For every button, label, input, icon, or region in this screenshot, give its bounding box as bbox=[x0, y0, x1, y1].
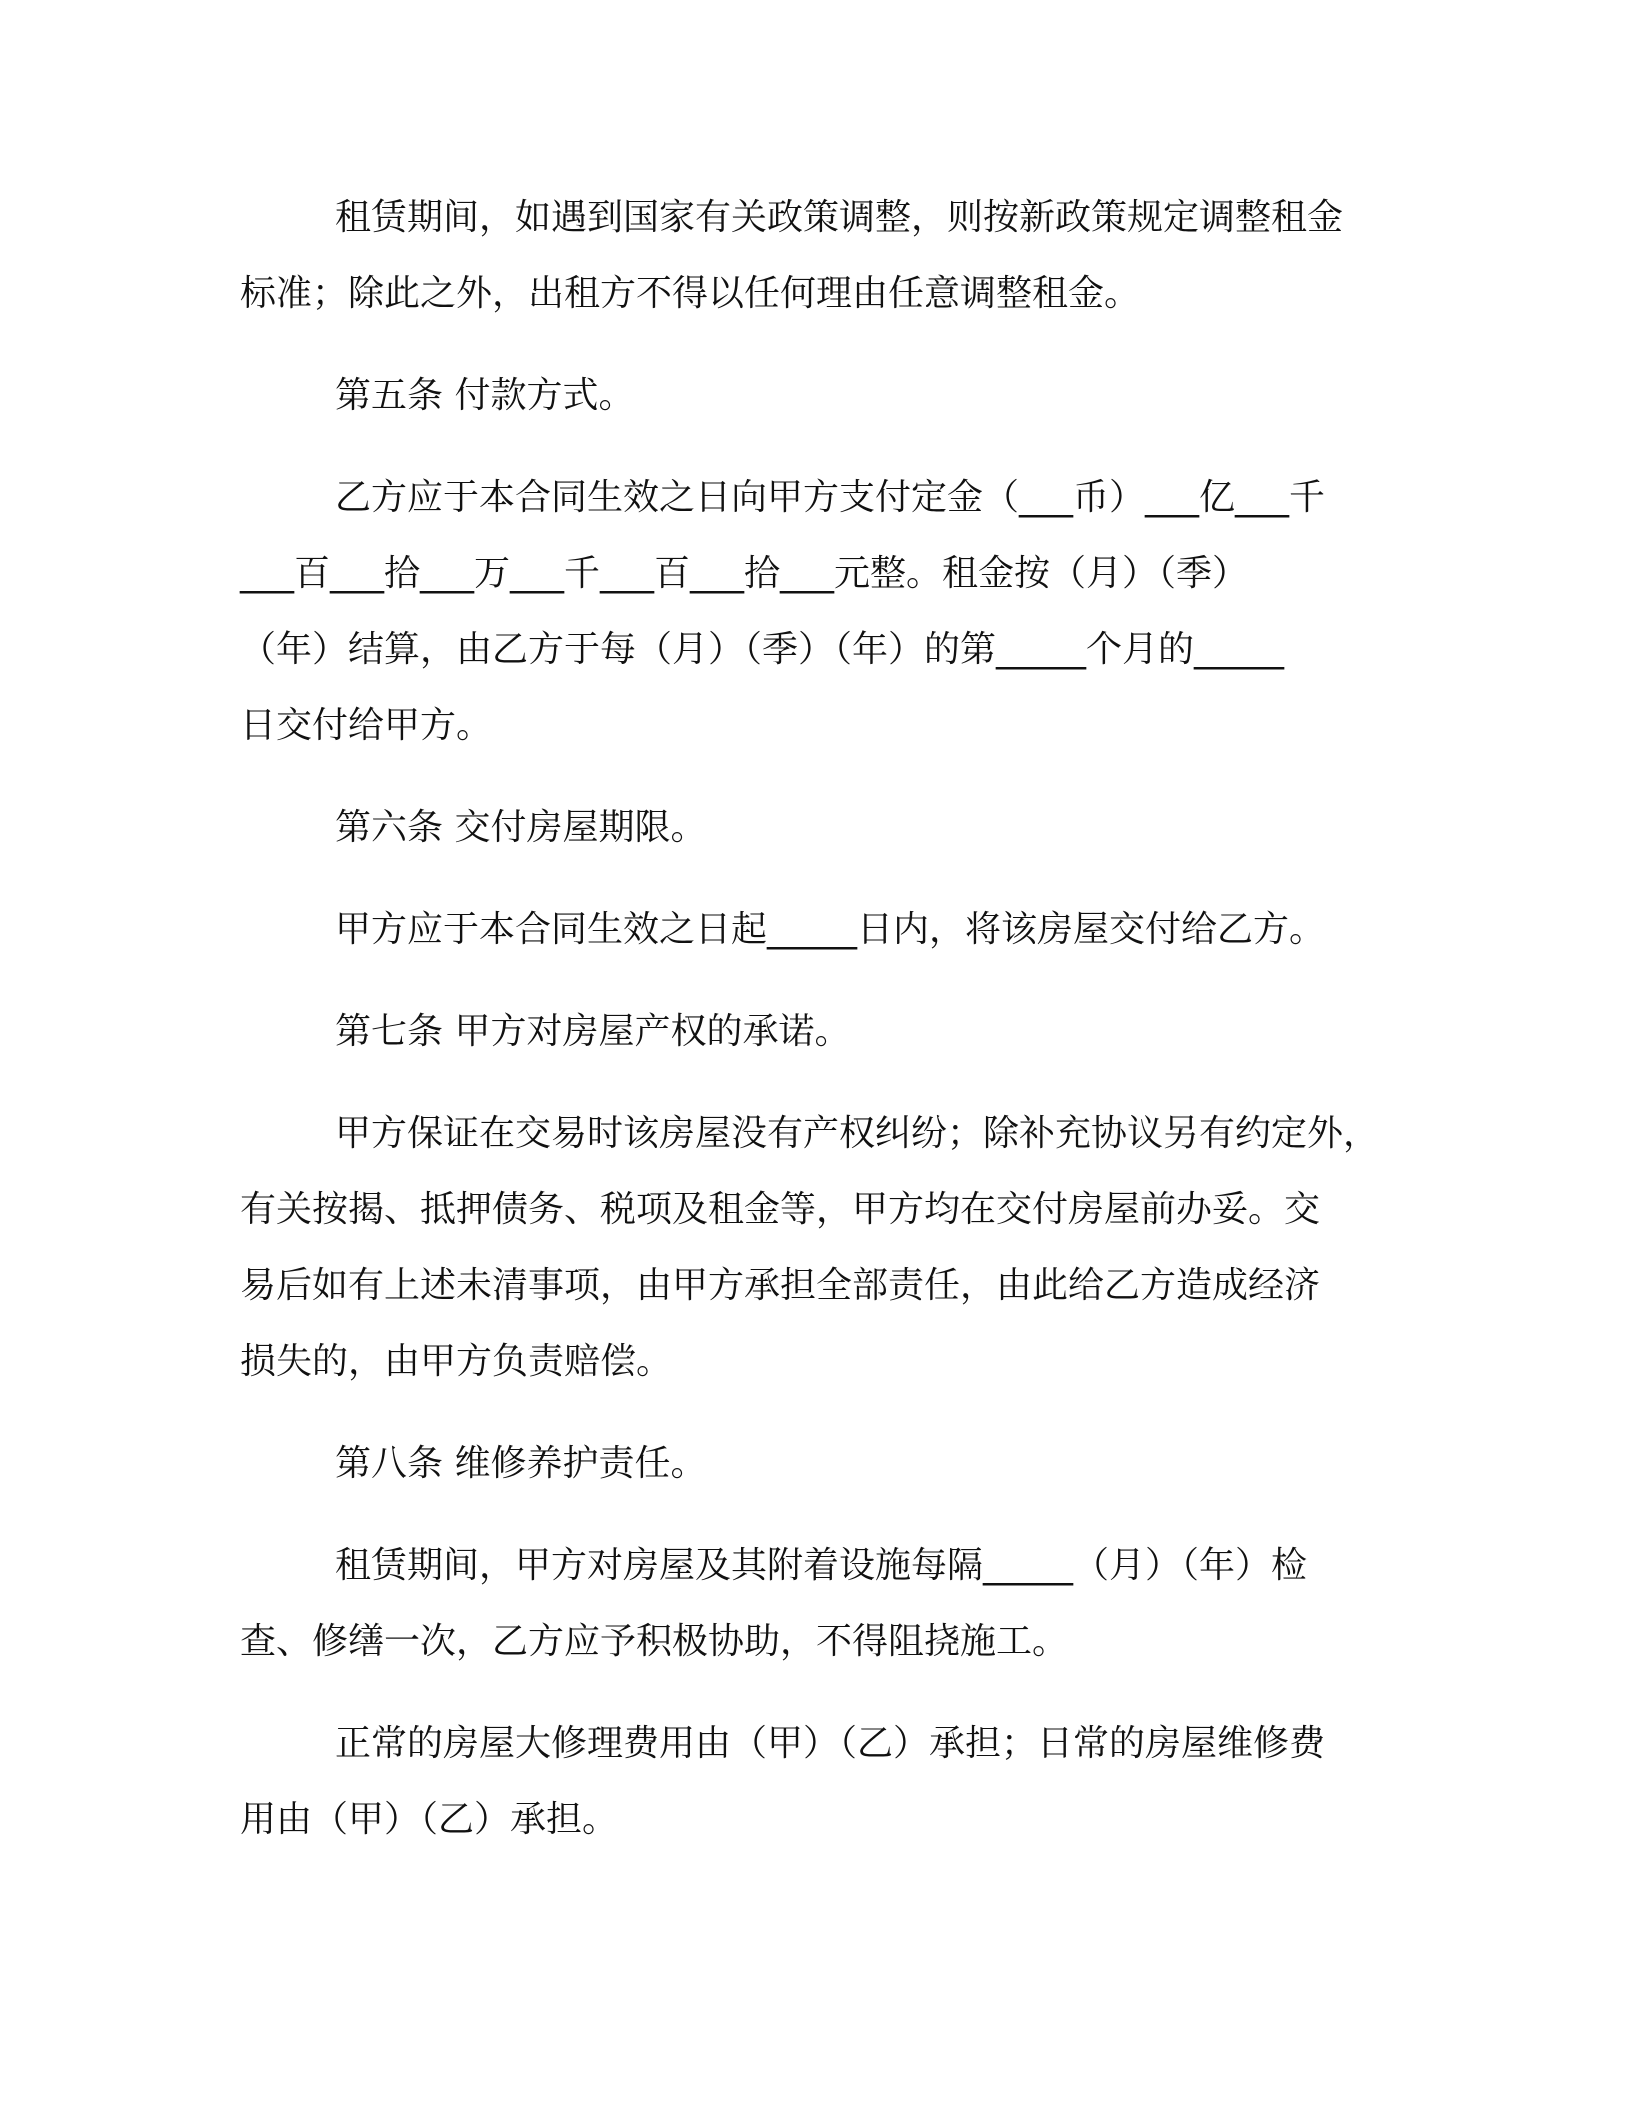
paragraph-title-line-3: 易后如有上述未清事项，由甲方承担全部责任，由此给乙方造成经济 bbox=[240, 1265, 1321, 1306]
article-8-heading: 第八条 维修养护责任。 bbox=[335, 1443, 707, 1484]
paragraph-title-line-2: 有关按揭、抵押债务、税项及租金等，甲方均在交付房屋前办妥。交 bbox=[240, 1189, 1321, 1230]
paragraph-delivery-line-1: 甲方应于本合同生效之日起_____日内，将该房屋交付给乙方。 bbox=[335, 909, 1326, 950]
paragraph-payment-line-2: ___百___拾___万___千___百___拾___元整。租金按（月）（季） bbox=[240, 553, 1249, 594]
article-6-heading: 第六条 交付房屋期限。 bbox=[335, 807, 707, 848]
paragraph-rent-adjust-line-1: 租赁期间，如遇到国家有关政策调整，则按新政策规定调整租金 bbox=[335, 197, 1344, 238]
paragraph-repair-cost-line-2: 用由（甲）（乙）承担。 bbox=[240, 1799, 619, 1840]
paragraph-payment-line-1: 乙方应于本合同生效之日向甲方支付定金（___币）___亿___千 bbox=[335, 477, 1326, 518]
paragraph-maintenance-line-1: 租赁期间，甲方对房屋及其附着设施每隔_____（月）（年）检 bbox=[335, 1545, 1308, 1586]
article-7-heading: 第七条 甲方对房屋产权的承诺。 bbox=[335, 1011, 851, 1052]
article-5-heading: 第五条 付款方式。 bbox=[335, 375, 635, 416]
paragraph-payment-line-3: （年）结算，由乙方于每（月）（季）（年）的第_____个月的_____ bbox=[240, 629, 1285, 670]
paragraph-title-line-1: 甲方保证在交易时该房屋没有产权纠纷；除补充协议另有约定外， bbox=[335, 1113, 1380, 1154]
paragraph-maintenance-line-2: 查、修缮一次，乙方应予积极协助，不得阻挠施工。 bbox=[240, 1621, 1069, 1662]
paragraph-title-line-4: 损失的，由甲方负责赔偿。 bbox=[240, 1341, 673, 1382]
paragraph-repair-cost-line-1: 正常的房屋大修理费用由（甲）（乙）承担；日常的房屋维修费 bbox=[335, 1723, 1326, 1764]
paragraph-payment-line-4: 日交付给甲方。 bbox=[240, 705, 493, 746]
paragraph-rent-adjust-line-2: 标准；除此之外，出租方不得以任何理由任意调整租金。 bbox=[240, 273, 1141, 314]
